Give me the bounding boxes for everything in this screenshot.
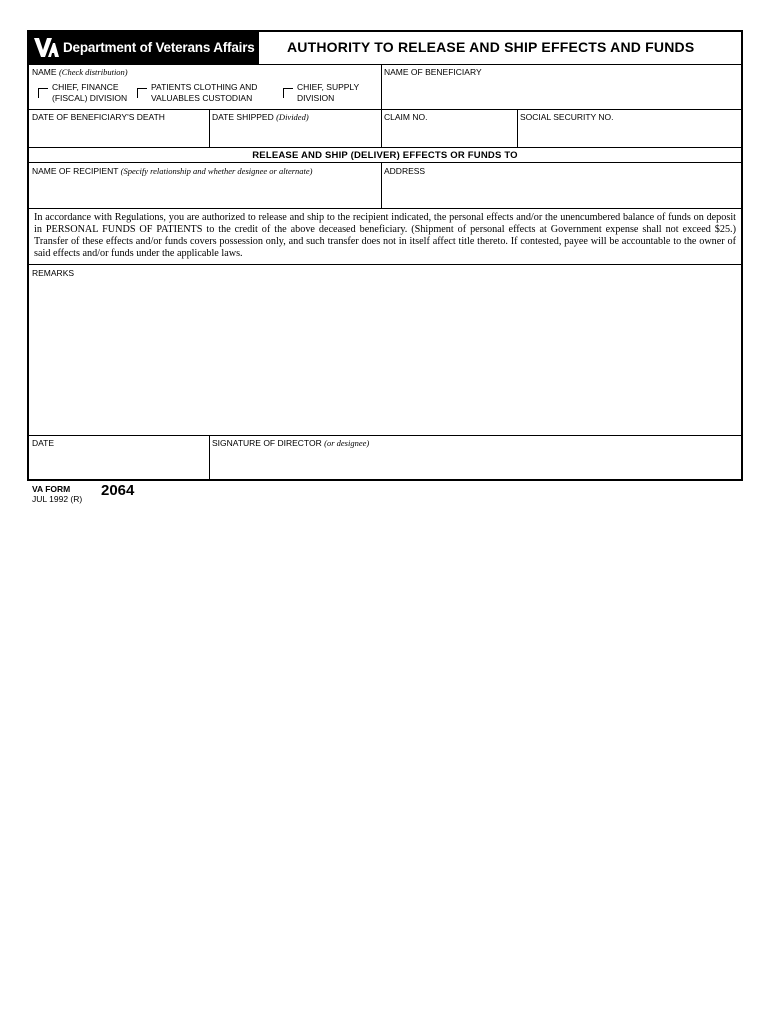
signature-field[interactable]: SIGNATURE OF DIRECTOR (or designee) (212, 438, 370, 448)
rule (517, 109, 518, 147)
form-edition: JUL 1992 (R) (32, 494, 83, 504)
va-logo-icon (33, 35, 59, 61)
name-of-beneficiary-field[interactable]: NAME OF BENEFICIARY (384, 67, 482, 77)
form-frame (27, 30, 743, 481)
rule (29, 109, 741, 110)
date-of-death-field[interactable]: DATE OF BENEFICIARY'S DEATH (32, 112, 165, 122)
name-label: NAME (Check distribution) (32, 67, 128, 77)
rule (29, 264, 741, 265)
rule (29, 162, 741, 163)
section-heading: RELEASE AND SHIP (DELIVER) EFFECTS OR FUNDS TO (252, 150, 518, 161)
rule (381, 64, 382, 109)
department-name: Department of Veterans Affairs (63, 40, 255, 55)
agency-header-band (29, 32, 259, 64)
rule (209, 109, 210, 147)
authorization-text: In accordance with Regulations, you are authorized to release and ship to the recipient indicated, the personal effects and/or the unencumbered balance of funds on deposit in PERSONAL FUNDS OF PATIENTS to the credit of the above deceased beneficiary. (Shipment of personal effects at Government expense shall not exceed $25.) Transfer of these effects and/or funds covers possession only, and such transfer does not in itself affect title thereto. If contested, payee will be accountable to the owner of said effects and/or funds under the applicable laws. (34, 212, 736, 259)
rule (381, 162, 382, 208)
rule (381, 109, 382, 147)
form-footer (32, 484, 82, 504)
date-field[interactable]: DATE (32, 438, 55, 448)
va-form-label: VA FORM (32, 484, 71, 494)
form-number: 2064 (101, 482, 135, 499)
rule (29, 435, 741, 436)
rule (29, 64, 741, 65)
ssn-field[interactable]: SOCIAL SECURITY NO. (520, 112, 614, 122)
checkbox-patients-clothing[interactable] (137, 88, 147, 98)
option-patients-clothing-label: PATIENTS CLOTHING AND VALUABLES CUSTODIAN (151, 82, 258, 103)
address-field[interactable]: ADDRESS (384, 166, 426, 176)
option-chief-supply-label: CHIEF, SUPPLY DIVISION (297, 82, 360, 103)
claim-no-field[interactable]: CLAIM NO. (384, 112, 428, 122)
option-chief-finance-label: CHIEF, FINANCE (FISCAL) DIVISION (52, 82, 128, 103)
rule (29, 147, 741, 148)
remarks-field[interactable]: REMARKS (32, 268, 75, 278)
rule (29, 208, 741, 209)
date-shipped-field[interactable]: DATE SHIPPED (Divided) (212, 112, 309, 122)
form-title: AUTHORITY TO RELEASE AND SHIP EFFECTS AND FUNDS (287, 39, 695, 55)
recipient-field[interactable]: NAME OF RECIPIENT (Specify relationship and whether designee or alternate) (32, 166, 313, 176)
checkbox-chief-supply[interactable] (283, 88, 293, 98)
checkbox-chief-finance[interactable] (38, 88, 48, 98)
rule (209, 435, 210, 481)
